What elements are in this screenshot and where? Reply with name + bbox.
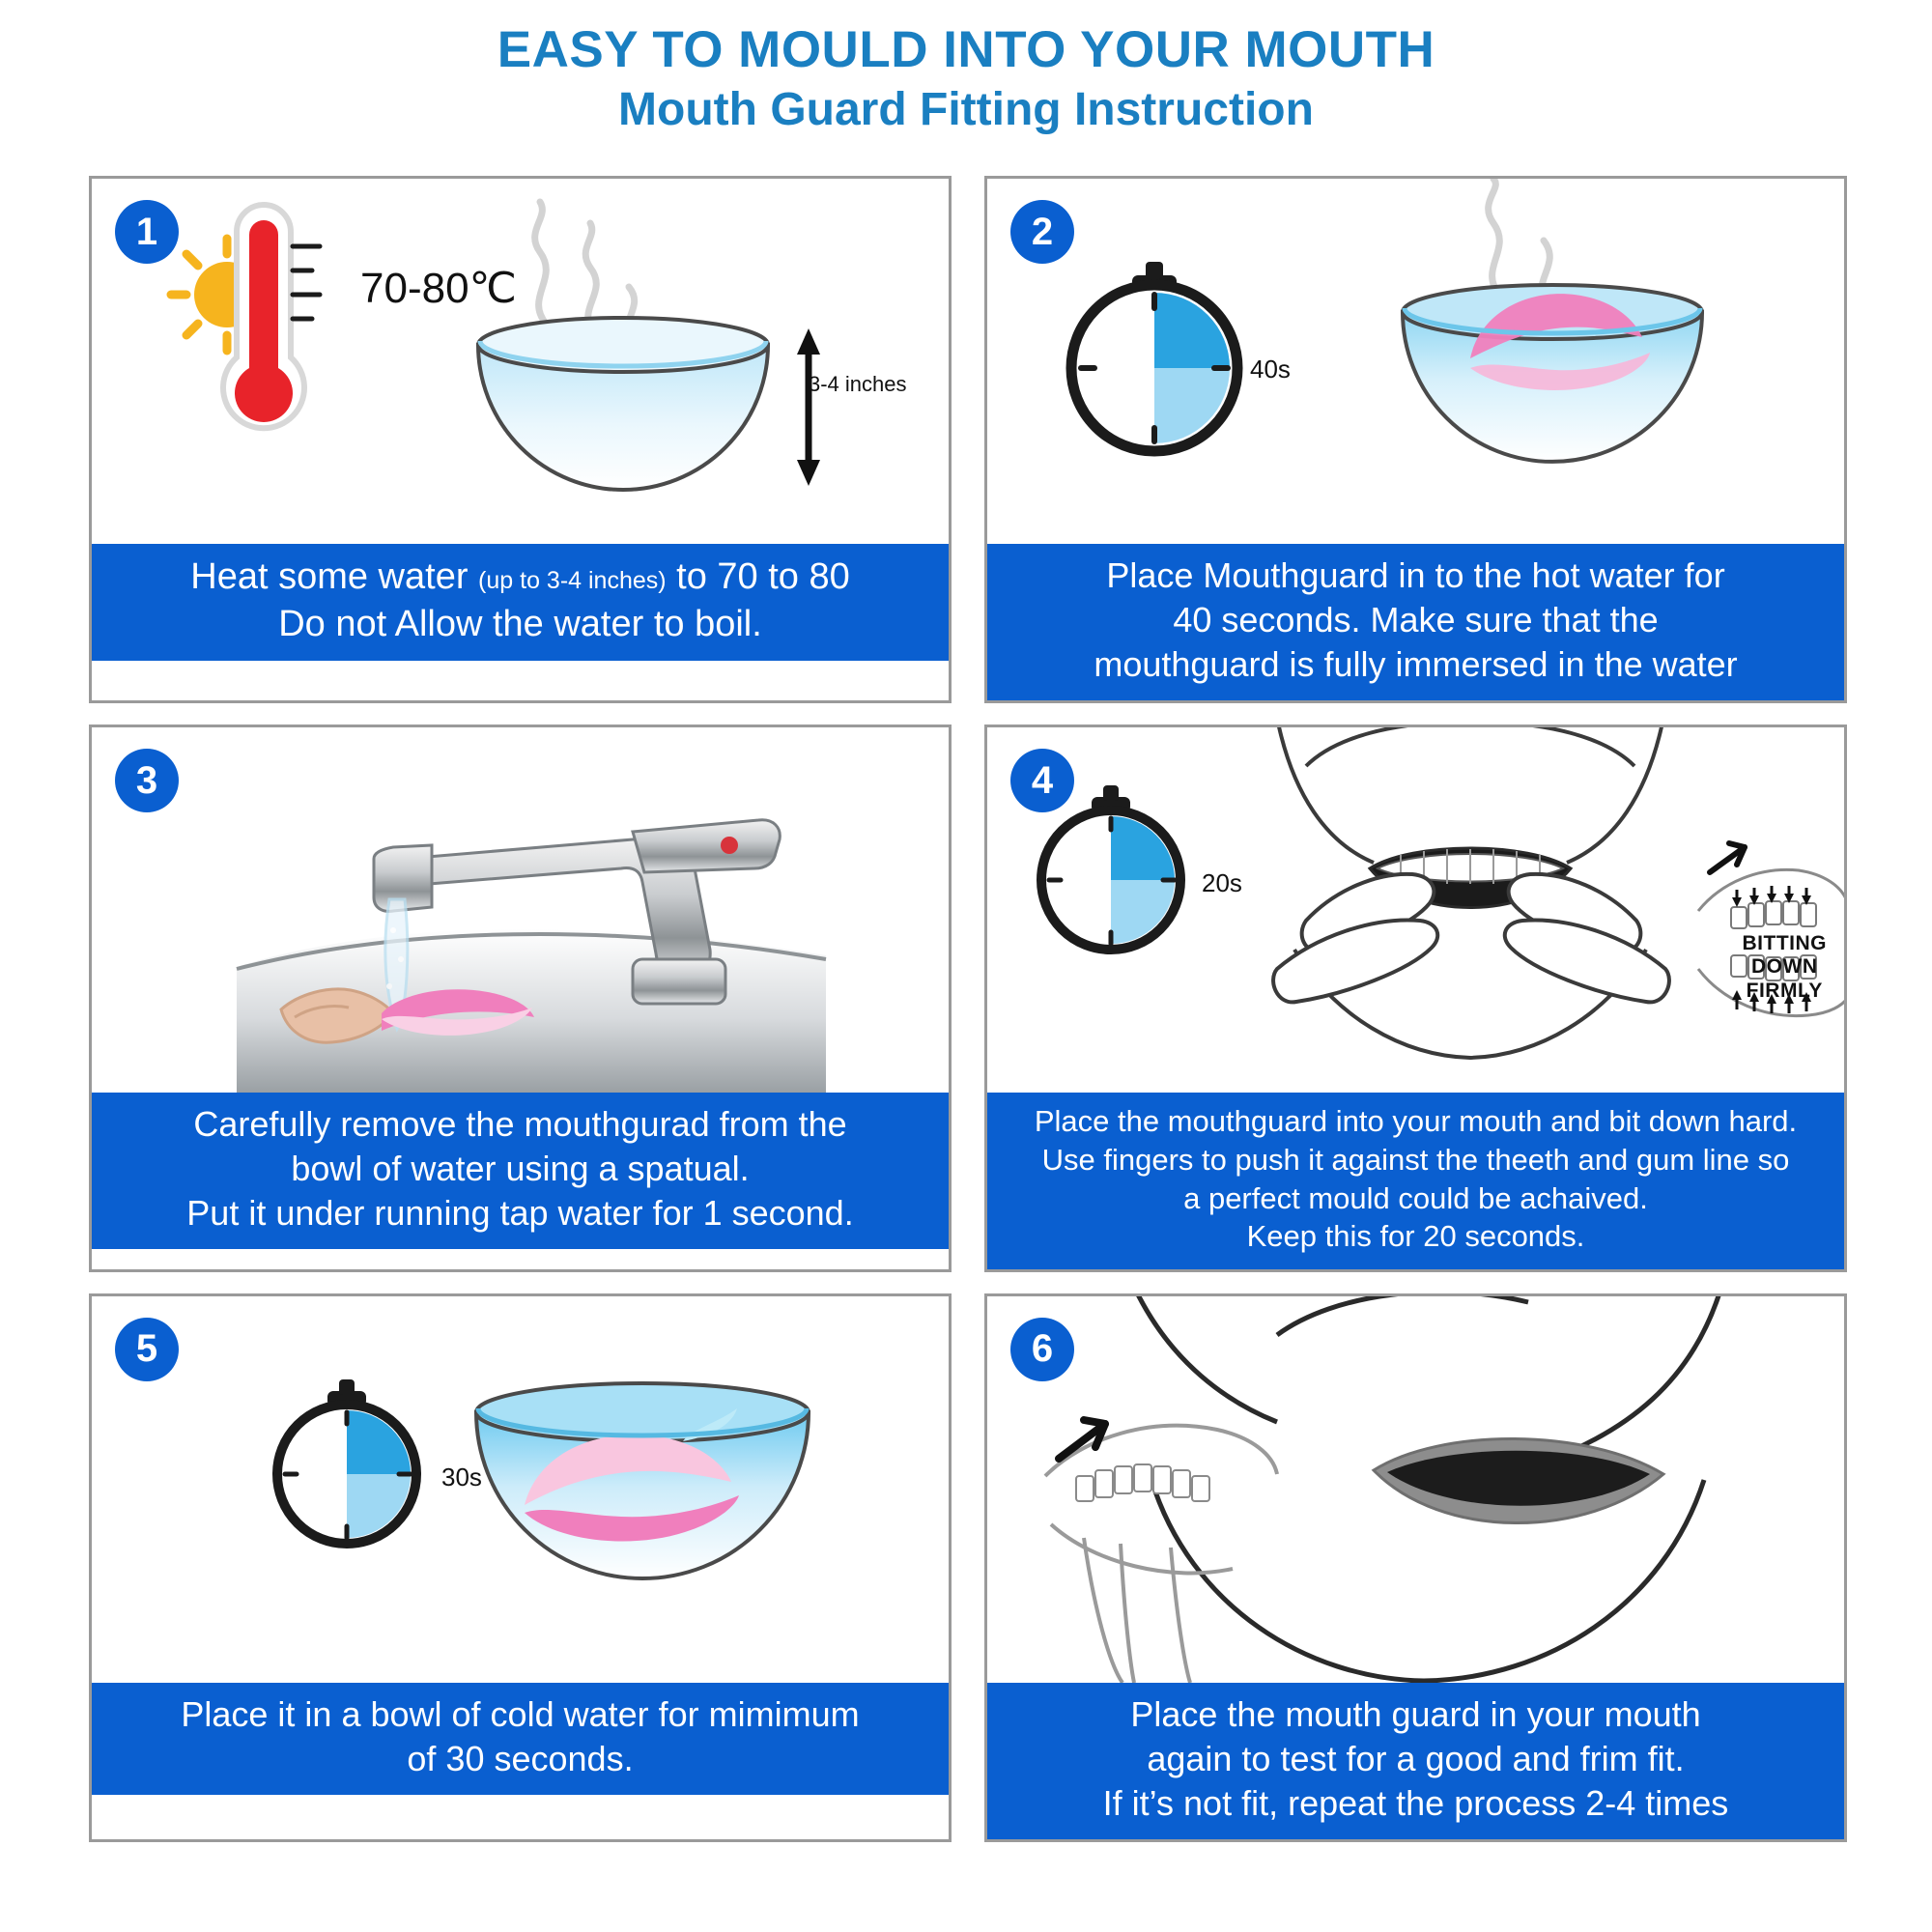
- caption-line: If it’s not fit, repeat the process 2-4 times: [1102, 1783, 1729, 1824]
- caption-line: Do not Allow the water to boil.: [278, 603, 762, 644]
- step-4-number: 4: [1010, 749, 1074, 812]
- step-2-illustration: [987, 179, 1844, 544]
- soak-guard-art: [987, 179, 1844, 544]
- poster-title: EASY TO MOULD INTO YOUR MOUTH: [497, 21, 1435, 78]
- poster-subtitle: Mouth Guard Fitting Instruction: [618, 84, 1314, 136]
- hand-with-guard: [1045, 1420, 1277, 1683]
- caption-line: 40 seconds. Make sure that the: [1173, 600, 1659, 640]
- bite-down-art: [987, 727, 1844, 1093]
- water-bowl: [476, 1383, 809, 1578]
- mouth-lips: [1374, 1438, 1663, 1522]
- water-bowl: [478, 318, 768, 490]
- caption-line: a perfect mould could be achaived.: [1183, 1180, 1648, 1215]
- caption-line: bowl of water using a spatual.: [291, 1149, 750, 1189]
- caption-line: Carefully remove the mouthgurad from the: [193, 1104, 847, 1145]
- step-panel-6: [984, 1293, 1847, 1842]
- step-6-caption: [987, 1683, 1844, 1839]
- stopwatch-icon: [1041, 785, 1180, 950]
- stopwatch-icon: [1071, 262, 1237, 451]
- caption-line: Place the mouthguard into your mouth and bit down hard.: [1034, 1104, 1798, 1139]
- step-panel-1: [89, 176, 952, 703]
- timer-label-40s: 40s: [1250, 355, 1291, 384]
- caption-line: of 30 seconds.: [407, 1739, 634, 1778]
- step-5-number: 5: [115, 1318, 179, 1381]
- step-3-caption: [92, 1093, 949, 1249]
- caption-line: Keep this for 20 seconds.: [1246, 1219, 1585, 1254]
- caption-line: again to test for a good and frim fit.: [1147, 1739, 1685, 1778]
- test-fit-art: [987, 1296, 1844, 1683]
- step-1-illustration: [92, 179, 949, 544]
- caption-segment: Heat some water: [190, 556, 479, 597]
- caption-line: [105, 554, 935, 601]
- step-2-number: 2: [1010, 200, 1074, 264]
- caption-segment: to 70 to 80: [666, 556, 850, 597]
- step-panel-5: [89, 1293, 952, 1842]
- step-panel-2: [984, 176, 1847, 703]
- water-bowl: [1403, 285, 1702, 462]
- step-5-illustration: [92, 1296, 949, 1683]
- step-2-caption: [987, 544, 1844, 700]
- stopwatch-icon: [277, 1379, 416, 1544]
- poster-header: [0, 0, 1932, 138]
- step-panel-4: [984, 724, 1847, 1272]
- depth-label: 3-4 inches: [809, 372, 907, 396]
- thermometer-icon: [223, 205, 320, 428]
- cold-water-art: [92, 1296, 949, 1683]
- timer-label-30s: 30s: [441, 1462, 482, 1492]
- bite-down-label: BITTING DOWN FIRMLY: [1742, 932, 1827, 1002]
- caption-line: mouthguard is fully immersed in the water: [1094, 644, 1738, 685]
- step-3-illustration: [92, 727, 949, 1093]
- step-6-illustration: [987, 1296, 1844, 1683]
- temperature-label: 70-80℃: [360, 265, 517, 312]
- step-4-illustration: [987, 727, 1844, 1093]
- step-3-number: 3: [115, 749, 179, 812]
- step-4-caption: [987, 1093, 1844, 1269]
- timer-label-20s: 20s: [1202, 868, 1242, 898]
- step-1-number: 1: [115, 200, 179, 264]
- caption-line: Place it in a bowl of cold water for mimimum: [181, 1693, 860, 1734]
- rinse-guard-art: [92, 727, 949, 1093]
- caption-segment-small: (up to 3-4 inches): [478, 567, 667, 594]
- steps-grid: [89, 176, 1847, 1842]
- caption-line: Place Mouthguard in to the hot water for: [1106, 555, 1725, 595]
- step-1-caption: [92, 544, 949, 661]
- caption-line: Use fingers to push it against the theeth and gum line so: [1041, 1142, 1790, 1177]
- depth-arrow: [797, 328, 820, 486]
- step-panel-3: [89, 724, 952, 1272]
- caption-line: Put it under running tap water for 1 second.: [186, 1193, 854, 1234]
- step-6-number: 6: [1010, 1318, 1074, 1381]
- heating-water-art: [92, 179, 949, 544]
- step-5-caption: [92, 1683, 949, 1795]
- caption-line: Place the mouth guard in your mouth: [1130, 1693, 1701, 1734]
